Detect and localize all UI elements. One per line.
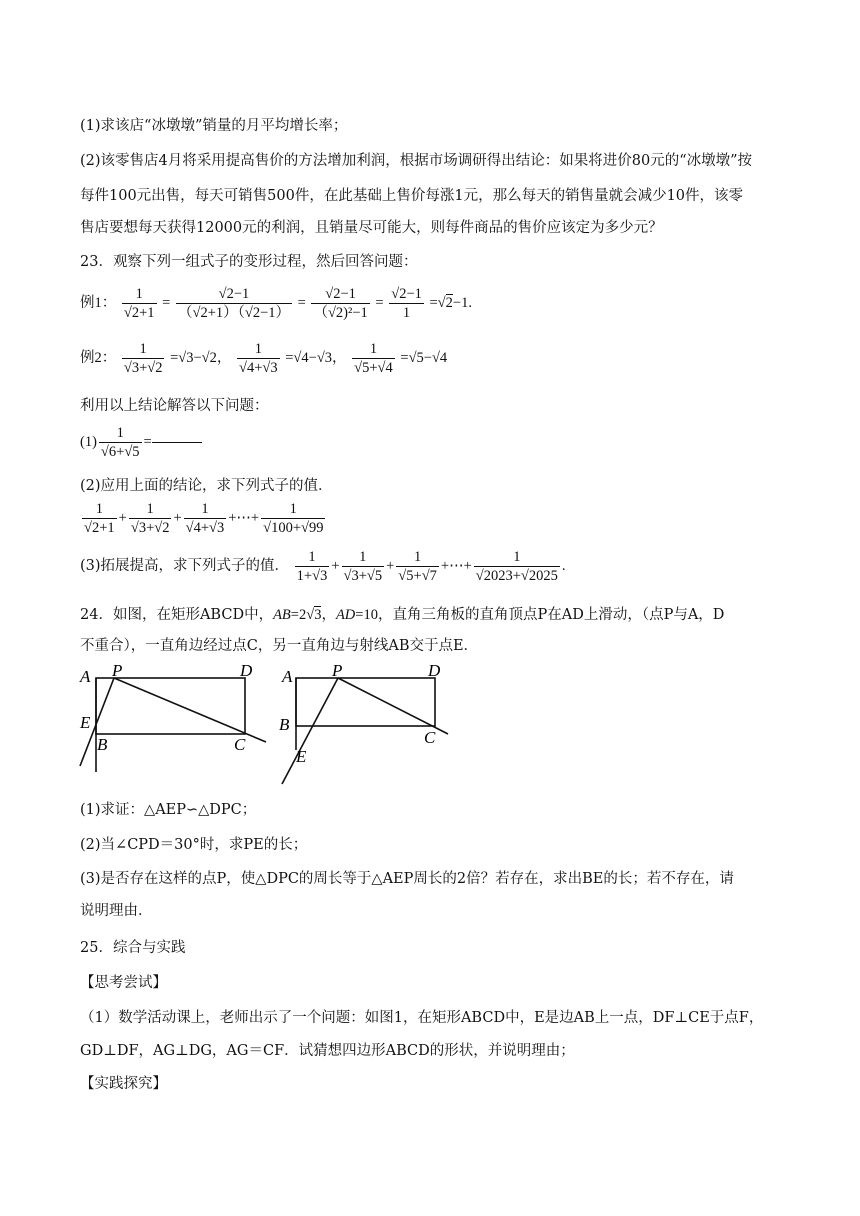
q23-use: 利用以上结论解答以下问题： xyxy=(80,398,269,414)
q23-part3: (3)拓展提高，求下列式子的值． $\frac{1}{1+√3}$ + $\frac{1}{√3+√5}$ + $\frac{1}{√5+√7}$ +⋯+ $\frac{1}{√2023+√2025}$ . xyxy=(80,549,566,584)
fraction: $\frac{√2-1}{(√2+1)(√2-1)}$ xyxy=(177,286,291,321)
q24-part3-line2: 说明理由． xyxy=(80,903,153,919)
q22-part2-line3: 售店要想每天获得12000元的利润，且销量尽可能大，则每件商品的售价应该定为多少元？ xyxy=(80,220,663,236)
fig2-label-d: D xyxy=(428,661,441,680)
q22-part2-line2: 每件100元出售，每天可销售500件，在此基础上售价每涨1元，那么每天的销售量就会减少10件，该零 xyxy=(80,188,744,204)
fig2-label-p: P xyxy=(332,661,343,680)
q25-title: 25．综合与实践 xyxy=(80,940,186,956)
fig2-label-b: B xyxy=(279,715,290,734)
answer-blank xyxy=(152,442,202,443)
fraction: $\frac{√2-1}{\text{（√2)²−1}}$ xyxy=(313,286,368,321)
part1-label: (1) xyxy=(80,433,97,450)
fig2-label-e: E xyxy=(296,747,307,766)
q24-figure-1 xyxy=(74,660,274,775)
q24-intro-line1: 24．如图，在矩形ABCD中，AB=2√3，AD=10，直角三角板的直角顶点P在AD上滑动，（点P与A，D xyxy=(80,607,725,623)
q22-part1: (1)求该店“冰墩墩”销量的月平均增长率； xyxy=(80,118,348,134)
fig1-label-p: P xyxy=(112,661,123,680)
fig2-label-c: C xyxy=(424,728,436,747)
q25-part1-line2: GD⊥DF，AG⊥DG，AG＝CF．试猜想四边形ABCD的形状，并说明理由； xyxy=(80,1043,575,1059)
q24-intro-line2: 不重合），一直角边经过点C，另一直角边与射线AB交于点E． xyxy=(80,638,479,654)
q23-example2: 例2： $\frac{1}{√3+√2}$ =√3−√2， $\frac{1}{√4+√3}$ =√4−√3， $\frac{1}{√5+√4}$ =√5−√4 xyxy=(80,341,448,376)
example1-label: 例1： xyxy=(80,294,117,311)
q23-part1: (1) $\frac{1}{√6+√5}$ = xyxy=(80,424,202,461)
q24-figure-2 xyxy=(276,660,456,790)
part3-text: (3)拓展提高，求下列式子的值． xyxy=(80,557,290,574)
fraction: $\frac{√2-1}{1}$ xyxy=(391,286,422,321)
fig1-label-c: C xyxy=(234,735,246,754)
fraction: $\frac{1}{√2+1}$ xyxy=(123,286,155,321)
fig1-label-a: A xyxy=(80,667,91,686)
example2-label: 例2： xyxy=(80,349,117,366)
q25-section-practice: 【实践探究】 xyxy=(80,1076,167,1092)
q24-part3-line1: (3)是否存在这样的点P，使△DPC的周长等于△AEP周长的2倍？若存在，求出BE的长；若不存在，请 xyxy=(80,871,734,887)
fig1-label-b: B xyxy=(97,735,108,754)
q25-section-thinking: 【思考尝试】 xyxy=(80,975,167,991)
fig1-label-d: D xyxy=(240,661,253,680)
fig2-label-a: A xyxy=(282,667,293,686)
q24-intro-a: 24．如图，在矩形ABCD中， xyxy=(80,607,274,623)
q23-intro: 23．观察下列一组式子的变形过程，然后回答问题： xyxy=(80,254,418,270)
q24-part1: (1)求证：△AEP∽△DPC； xyxy=(80,802,257,818)
q22-part2-line1: (2)该零售店4月将采用提高售价的方法增加利润，根据市场调研得出结论：如果将进价80元的“冰墩墩”按 xyxy=(80,153,753,169)
fig1-label-e: E xyxy=(80,713,91,732)
q24-intro-mid: ，直角三角板的直角顶点P在AD上滑动，（点P与A，D xyxy=(377,607,725,623)
q23-sum1: $\frac{1}{√2+1}$ + $\frac{1}{√3+√2}$ + $\frac{1}{√4+√3}$ +⋯+ $\frac{1}{√100+√99}$ xyxy=(84,501,324,536)
q25-part1-line1: （1）数学活动课上，老师出示了一个问题：如图1，在矩形ABCD中，E是边AB上一点，DF⊥CE于点F， xyxy=(80,1010,764,1026)
q24-part2: (2)当∠CPD＝30°时，求PE的长； xyxy=(80,837,308,853)
q23-example1: 例1： $\frac{1}{√2+1}$ = $\frac{√2-1}{(√2+1)(√2-1)}$ = $\frac{√2-1}{\text{（√2)²−1}}$ = $\frac{√2-1}{1}$ =√2−1. xyxy=(80,286,472,321)
q23-part2: (2)应用上面的结论，求下列式子的值． xyxy=(80,478,333,494)
